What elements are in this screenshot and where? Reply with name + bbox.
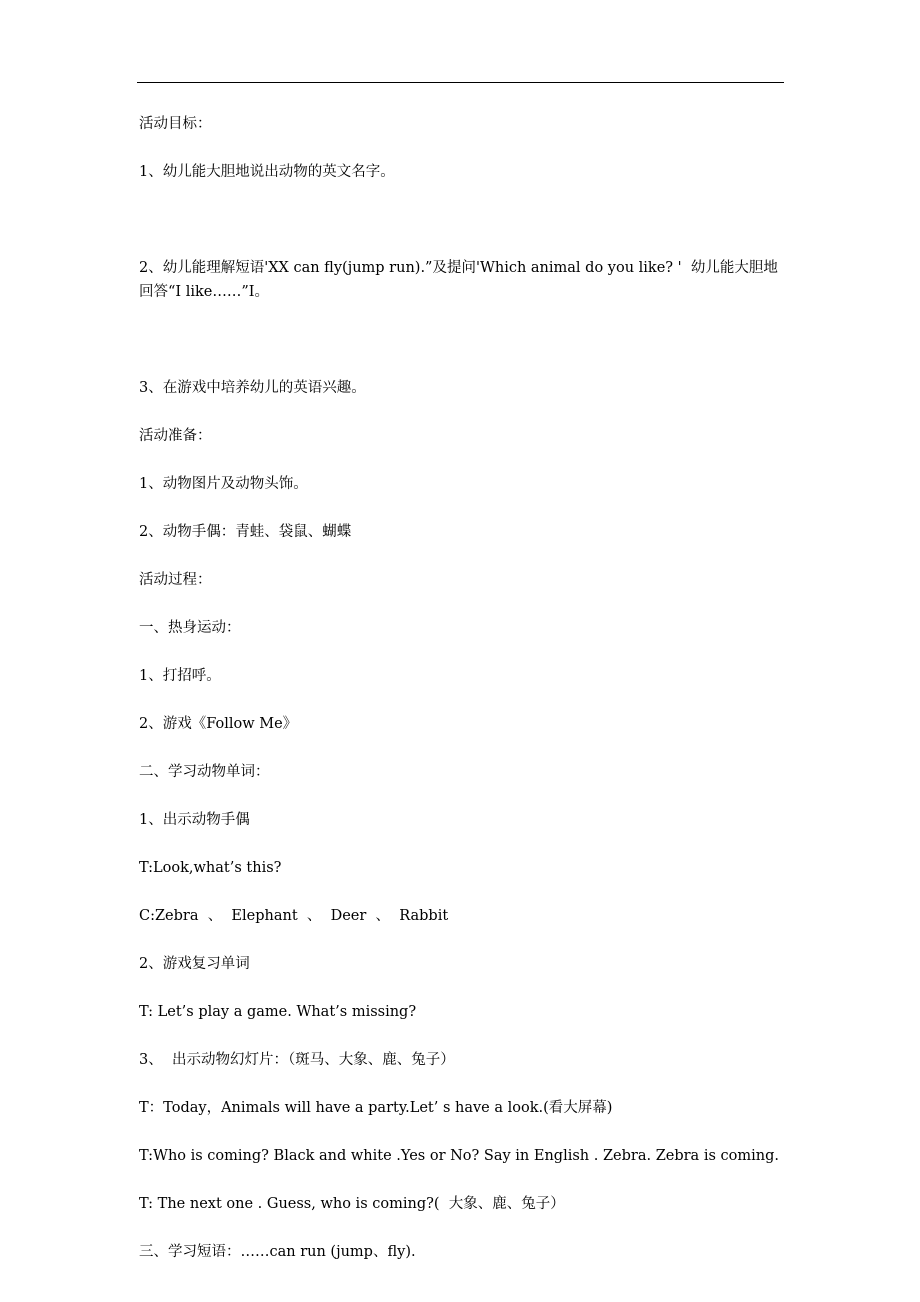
dialogue-line: T: Let’s play a game. What’s missing? — [139, 1004, 417, 1020]
dialogue-line: T:Who is coming? Black and white .Yes or No? Say in English . Zebra. Zebra is coming. — [139, 1148, 779, 1164]
preparation-item-1: 1、动物图片及动物头饰。 — [139, 476, 308, 492]
section-warm-up: 一、热身运动： — [139, 620, 241, 636]
header-rule — [137, 82, 784, 83]
learn-words-item-2: 2、游戏复习单词 — [139, 956, 250, 972]
dialogue-line: T:Look,what’s this? — [139, 860, 282, 876]
dialogue-line: T: The next one . Guess, who is coming?( 大象、鹿、兔子） — [139, 1196, 565, 1212]
goal-item-3: 3、在游戏中培养幼儿的英语兴趣。 — [139, 380, 366, 396]
heading-activity-goals: 活动目标： — [139, 116, 212, 132]
learn-words-item-1: 1、出示动物手偶 — [139, 812, 250, 828]
preparation-item-2: 2、动物手偶：青蛙、袋鼠、蝴蝶 — [139, 524, 352, 540]
dialogue-line: C:Zebra 、 Elephant 、 Deer 、 Rabbit — [139, 908, 449, 924]
goal-item-2-line-2: 回答“I like……”I。 — [139, 284, 270, 300]
warm-up-item-1: 1、打招呼。 — [139, 668, 221, 684]
goal-item-1: 1、幼儿能大胆地说出动物的英文名字。 — [139, 164, 395, 180]
dialogue-line: T：Today，Animals will have a party.Let’ s have a look.(看大屏幕) — [139, 1100, 613, 1116]
goal-item-2 — [139, 208, 784, 352]
document-body — [139, 112, 784, 1288]
warm-up-item-2: 2、游戏《Follow Me》 — [139, 716, 298, 732]
heading-activity-process: 活动过程： — [139, 572, 212, 588]
learn-words-item-3: 3、 出示动物幻灯片：（斑马、大象、鹿、兔子） — [139, 1052, 455, 1068]
heading-activity-preparation: 活动准备： — [139, 428, 212, 444]
section-learn-words: 二、学习动物单词： — [139, 764, 270, 780]
goal-item-2-line-1: 2、幼儿能理解短语'XX can fly(jump run).”及提问'Which animal do you like? ' 幼儿能大胆地 — [139, 260, 778, 276]
section-learn-phrases: 三、学习短语：……can run (jump、fly). — [139, 1244, 416, 1260]
